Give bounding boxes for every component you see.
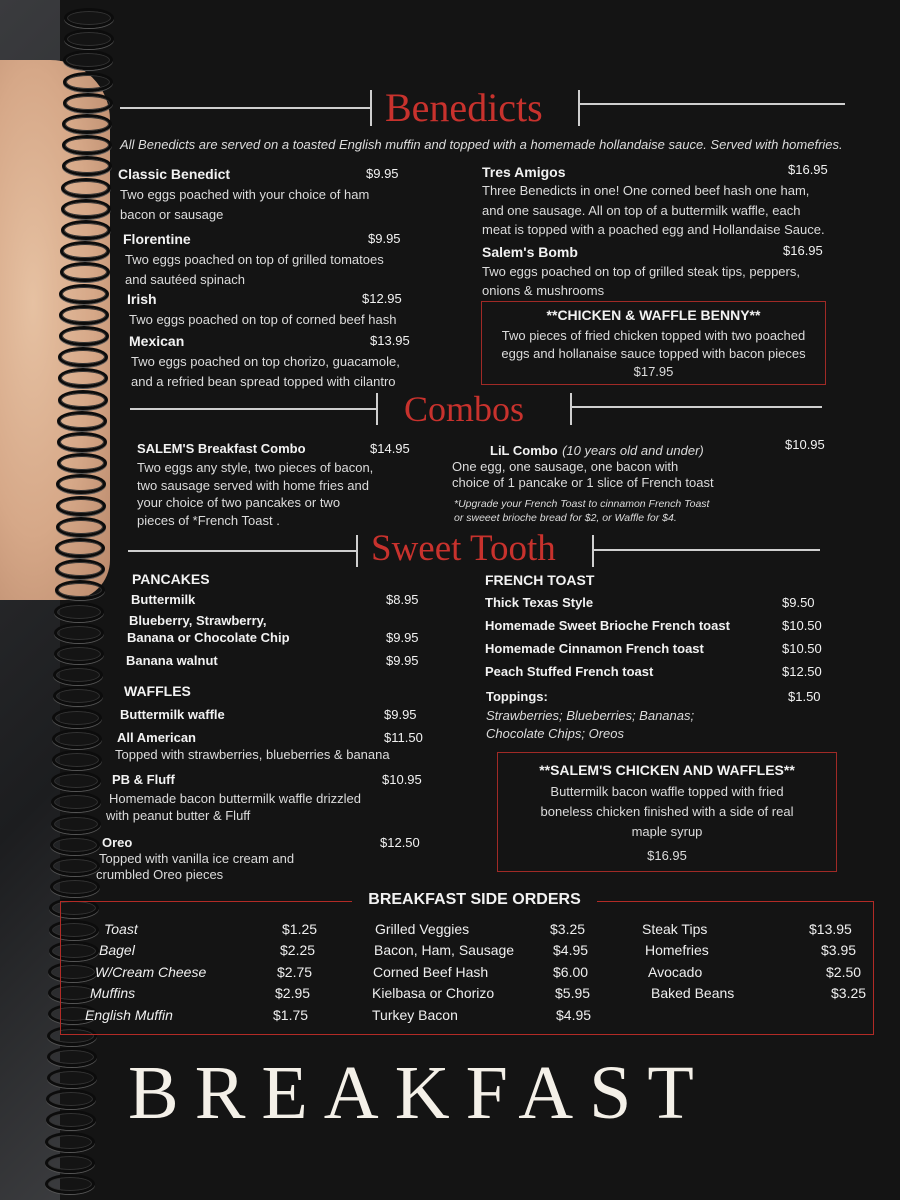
side-price: $2.95	[275, 985, 311, 1002]
side-price: $5.95	[555, 985, 591, 1002]
side-price: $2.50	[826, 963, 862, 980]
pancake-buttermilk: Buttermilk	[131, 592, 196, 607]
side-price: $2.25	[280, 942, 316, 959]
pancake-berry-1: Blueberry, Strawberry,	[129, 613, 267, 628]
side-price: $4.95	[553, 942, 589, 959]
waffles-heading: WAFFLES	[124, 683, 191, 699]
side-item: Bagel	[99, 942, 135, 959]
benedict-name: Florentine	[123, 231, 191, 247]
benedicts-intro: All Benedicts are served on a toasted English muffin and topped with a homemade hollandaise sauce. Served with homefries.	[120, 137, 843, 152]
spiral-ring	[51, 814, 101, 834]
toppings-line-1: Strawberries; Blueberries; Bananas;	[486, 708, 695, 723]
toppings-line-2: Chocolate Chips; Oreos	[486, 726, 625, 741]
spiral-ring	[64, 29, 114, 49]
french-toast-heading: FRENCH TOAST	[485, 572, 595, 588]
combos-rule-right	[572, 406, 822, 408]
side-item: Homefries	[645, 942, 709, 959]
side-price: $3.95	[821, 942, 857, 959]
spiral-ring	[55, 559, 105, 579]
spiral-ring	[51, 792, 101, 812]
side-item: Turkey Bacon	[372, 1006, 458, 1023]
benny-desc-1: Two pieces of fried chicken topped with two poached	[501, 328, 806, 343]
benedict-desc: bacon or sausage	[120, 207, 224, 222]
benny-price: $17.95	[633, 364, 674, 379]
combos-bar-left	[376, 393, 378, 425]
cw-line-2: boneless chicken finished with a side of real	[540, 804, 794, 819]
benedict-price: $9.95	[368, 231, 401, 246]
sweet-tooth-title: Sweet Tooth	[371, 528, 556, 569]
french-toast-price: $10.50	[782, 641, 822, 656]
spiral-ring	[58, 390, 108, 410]
cw-title: **SALEM'S CHICKEN AND WAFFLES**	[539, 762, 795, 778]
spiral-ring	[59, 326, 109, 346]
spiral-ring	[51, 771, 101, 791]
pancake-berry-2: Banana or Chocolate Chip	[127, 630, 290, 645]
benedicts-rule-right	[580, 103, 845, 105]
waffle-pb-fluff-desc-1: Homemade bacon buttermilk waffle drizzled	[109, 791, 361, 806]
spiral-ring	[61, 178, 111, 198]
salem-combo-line: Two eggs any style, two pieces of bacon,	[137, 460, 374, 475]
pancake-buttermilk-price: $8.95	[386, 592, 419, 607]
lil-combo-desc-2: choice of 1 pancake or 1 slice of French toast	[452, 475, 714, 490]
benedict-desc: and a refried bean spread topped with cilantro	[131, 374, 396, 389]
spiral-ring	[54, 623, 104, 643]
side-price: $1.75	[273, 1006, 309, 1023]
spiral-ring	[45, 1174, 95, 1194]
side-price: $1.25	[282, 921, 318, 937]
combos-bar-right	[570, 393, 572, 425]
upgrade-note-1: *Upgrade your French Toast to cinnamon French Toast	[454, 498, 710, 510]
spiral-ring	[54, 602, 104, 622]
tres-amigos-desc-1: Three Benedicts in one! One corned beef hash one ham,	[482, 183, 810, 198]
waffle-all-american: All American	[117, 730, 196, 745]
benedict-name: Mexican	[129, 333, 185, 349]
french-toast-item: Thick Texas Style	[485, 595, 594, 610]
side-item: Grilled Veggies	[375, 921, 470, 937]
spiral-ring	[57, 411, 107, 431]
french-toast-price: $12.50	[782, 664, 822, 679]
benedicts-bar-right	[578, 90, 580, 126]
spiral-ring	[55, 580, 105, 600]
spiral-ring	[59, 284, 109, 304]
waffle-oreo-price: $12.50	[380, 835, 420, 850]
spiral-ring	[56, 474, 106, 494]
french-toast-item: Homemade Sweet Brioche French toast	[485, 618, 730, 633]
side-item: Kielbasa or Chorizo	[372, 985, 495, 1002]
french-toast-item: Homemade Cinnamon French toast	[485, 641, 704, 656]
spiral-ring	[45, 1153, 95, 1173]
side-item: W/Cream Cheese	[95, 963, 207, 980]
spiral-ring	[50, 835, 100, 855]
benedict-desc: Two eggs poached on top chorizo, guacamole,	[131, 354, 400, 369]
side-item: Muffins	[90, 985, 136, 1002]
toppings-label: Toppings:	[486, 689, 548, 704]
side-item: Bacon, Ham, Sausage	[374, 942, 515, 959]
salem-combo-price: $14.95	[370, 441, 410, 456]
salem-combo-line: two sausage served with home fries and	[137, 477, 369, 493]
side-price: $2.75	[277, 963, 313, 980]
salem-combo-line: pieces of *French Toast .	[137, 512, 280, 528]
spiral-ring	[63, 72, 113, 92]
side-price: $4.95	[556, 1006, 592, 1023]
french-toast-price: $9.50	[782, 595, 815, 610]
spiral-ring	[53, 665, 103, 685]
lil-combo-name: LiL Combo	[490, 443, 558, 458]
side-item: Baked Beans	[651, 985, 735, 1002]
breakfast-footer: BREAKFAST	[128, 1051, 710, 1135]
spiral-ring	[50, 877, 100, 897]
waffle-all-american-price: $11.50	[384, 730, 423, 745]
spiral-ring	[52, 750, 102, 770]
pancake-banana-walnut-price: $9.95	[386, 653, 419, 668]
benedicts-title: Benedicts	[385, 85, 543, 130]
waffle-all-american-desc: Topped with strawberries, blueberries & banana	[115, 747, 390, 762]
spiral-ring	[46, 1089, 96, 1109]
french-toast-price: $10.50	[782, 618, 822, 633]
tres-amigos-name: Tres Amigos	[482, 164, 566, 180]
pancake-berry-price: $9.95	[386, 630, 419, 645]
side-item: English Muffin	[85, 1006, 173, 1023]
benedict-desc: Two eggs poached on top of grilled tomatoes	[125, 252, 384, 267]
salem-combo-line: your choice of two pancakes or two	[137, 495, 341, 510]
benedict-desc: Two eggs poached on top of corned beef hash	[129, 312, 397, 327]
spiral-ring	[61, 199, 111, 219]
toppings-price: $1.50	[788, 689, 821, 704]
spiral-ring	[64, 8, 114, 28]
benedict-price: $13.95	[370, 333, 410, 348]
sweet-rule-left	[128, 550, 356, 552]
benedict-name: Classic Benedict	[118, 166, 231, 182]
spiral-ring	[46, 1110, 96, 1130]
waffle-buttermilk-price: $9.95	[384, 707, 417, 722]
side-item: Avocado	[648, 963, 703, 980]
spiral-ring	[63, 93, 113, 113]
spiral-ring	[47, 1047, 97, 1067]
benedict-price: $12.95	[362, 291, 402, 306]
spiral-ring	[55, 538, 105, 558]
benedict-desc: Two eggs poached with your choice of ham	[120, 187, 370, 202]
combos-title: Combos	[404, 389, 525, 429]
spiral-ring	[45, 1132, 95, 1152]
pancakes-heading: PANCAKES	[132, 571, 210, 587]
spiral-ring	[59, 305, 109, 325]
waffle-oreo-desc-2: crumbled Oreo pieces	[96, 867, 224, 882]
side-price: $3.25	[550, 921, 586, 937]
benedict-name: Irish	[127, 291, 157, 307]
upgrade-note-2: or sweeet brioche bread for $2, or Waffle for $4.	[454, 512, 677, 524]
benedict-desc: and sautéed spinach	[125, 272, 245, 287]
spiral-ring	[58, 368, 108, 388]
spiral-ring	[56, 517, 106, 537]
spiral-ring	[52, 708, 102, 728]
side-price: $3.25	[831, 985, 867, 1002]
spiral-ring	[56, 496, 106, 516]
waffle-buttermilk: Buttermilk waffle	[120, 707, 225, 722]
tres-amigos-price: $16.95	[788, 162, 828, 177]
pancake-banana-walnut: Banana walnut	[126, 653, 218, 668]
waffle-oreo: Oreo	[102, 835, 133, 850]
waffle-pb-fluff-price: $10.95	[382, 772, 422, 787]
spiral-ring	[53, 686, 103, 706]
sweet-bar-left	[356, 535, 358, 567]
waffle-oreo-desc-1: Topped with vanilla ice cream and	[99, 851, 295, 866]
benedict-price: $9.95	[366, 166, 399, 181]
sweet-rule-right	[594, 549, 820, 551]
spiral-ring	[57, 453, 107, 473]
salems-bomb-name: Salem's Bomb	[482, 244, 578, 260]
salems-bomb-desc-2: onions & mushrooms	[482, 283, 605, 298]
french-toast-item: Peach Stuffed French toast	[485, 664, 654, 679]
sweet-bar-right	[592, 535, 594, 567]
waffle-pb-fluff-desc-2: with peanut butter & Fluff	[106, 808, 251, 823]
lil-combo-desc-1: One egg, one sausage, one bacon with	[452, 459, 679, 474]
cw-line-1: Buttermilk bacon waffle topped with fried	[550, 784, 784, 799]
benedicts-rule-left	[120, 107, 370, 109]
side-item: Corned Beef Hash	[373, 963, 489, 980]
spiral-ring	[57, 432, 107, 452]
side-item: Toast	[104, 921, 138, 937]
salem-combo-name: SALEM'S Breakfast Combo	[137, 441, 306, 456]
side-price: $13.95	[809, 921, 852, 937]
combos-rule-left	[130, 408, 378, 410]
benny-title: **CHICKEN & WAFFLE BENNY**	[546, 307, 761, 323]
spiral-ring	[58, 347, 108, 367]
salems-bomb-price: $16.95	[783, 243, 823, 258]
lil-combo-note: (10 years old and under)	[562, 443, 704, 458]
side-orders-title: BREAKFAST SIDE ORDERS	[352, 891, 597, 909]
benny-desc-2: eggs and hollanaise sauce topped with bacon pieces	[501, 346, 806, 361]
salems-bomb-desc-1: Two eggs poached on top of grilled steak tips, peppers,	[482, 264, 800, 279]
side-price: $6.00	[553, 963, 589, 980]
cw-line-3: maple syrup	[631, 824, 703, 839]
spiral-ring	[62, 114, 112, 134]
spiral-ring	[54, 644, 104, 664]
cw-price: $16.95	[647, 848, 687, 863]
spiral-ring	[50, 856, 100, 876]
spiral-ring	[52, 729, 102, 749]
side-item: Steak Tips	[642, 921, 708, 937]
spiral-ring	[47, 1068, 97, 1088]
spiral-ring	[61, 220, 111, 240]
lil-combo-price: $10.95	[785, 437, 825, 452]
tres-amigos-desc-2: and one sausage. All on top of a buttermilk waffle, each	[482, 203, 801, 218]
benedicts-bar-left	[370, 90, 372, 126]
tres-amigos-desc-3: meat is topped with a poached egg and Hollandaise Sauce.	[482, 222, 825, 237]
waffle-pb-fluff: PB & Fluff	[112, 772, 175, 787]
